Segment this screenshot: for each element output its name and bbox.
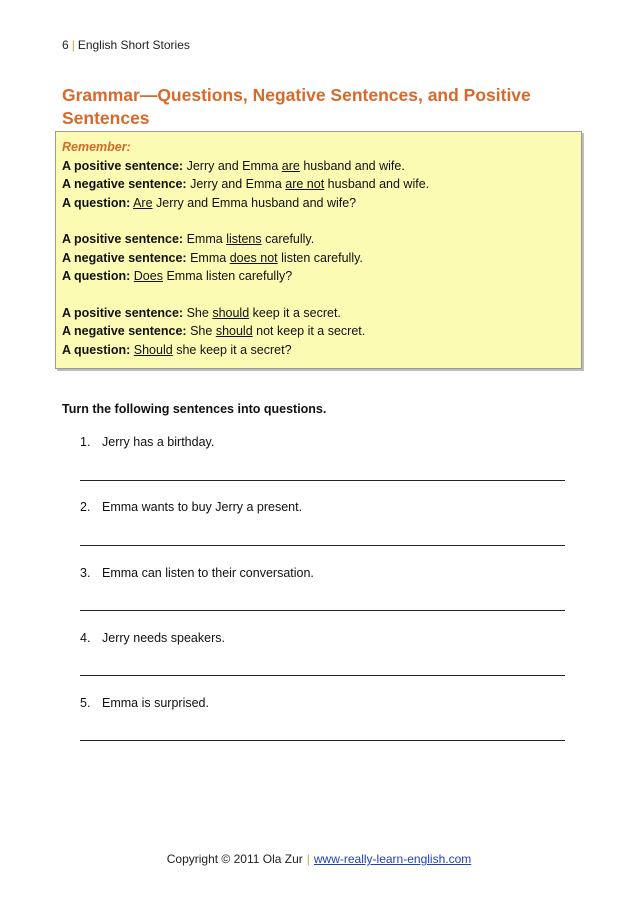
- copyright-text: Copyright © 2011 Ola Zur: [166, 852, 303, 866]
- example-underlined: Should: [133, 342, 173, 357]
- exercise-text: Jerry has a birthday.: [102, 435, 215, 449]
- example-label: A question:: [62, 195, 131, 210]
- exercise-item: [80, 435, 570, 449]
- positive-sentence-example: [62, 157, 581, 176]
- example-text: Emma: [190, 250, 227, 265]
- example-label: A positive sentence:: [62, 232, 184, 246]
- header-separator: |: [71, 38, 75, 52]
- example-text: carefully.: [265, 232, 315, 246]
- positive-sentence-example: [62, 230, 581, 249]
- positive-sentence-example: [62, 304, 581, 323]
- remember-heading: Remember:: [62, 140, 131, 154]
- question-example: [62, 267, 581, 286]
- example-text: Jerry and Emma: [190, 177, 282, 191]
- example-label: A negative sentence:: [62, 177, 187, 191]
- example-label: A positive sentence:: [62, 158, 184, 173]
- exercise-text: Jerry needs speakers.: [102, 631, 225, 645]
- negative-sentence-example: [62, 249, 581, 268]
- page-header: [62, 38, 190, 52]
- example-label: A positive sentence:: [62, 305, 184, 320]
- exercise-text: Emma can listen to their conversation.: [102, 566, 314, 580]
- website-link[interactable]: www-really-learn-english.com: [313, 852, 472, 866]
- example-text: She: [190, 324, 213, 338]
- question-example: [62, 341, 581, 360]
- example-text: not keep it a secret.: [256, 324, 366, 338]
- answer-line[interactable]: [80, 740, 565, 741]
- example-underlined: listens: [226, 232, 262, 246]
- exercise-text: Emma wants to buy Jerry a present.: [102, 500, 303, 514]
- page-title: Grammar—Questions, Negative Sentences, and Positive Sentences: [62, 85, 531, 128]
- example-underlined: are not: [285, 177, 325, 191]
- exercise-text: Emma is surprised.: [102, 696, 209, 710]
- exercise-item: [80, 696, 570, 710]
- page-number: 6: [62, 38, 69, 52]
- example-text: husband and wife.: [327, 177, 430, 191]
- answer-line[interactable]: [80, 480, 565, 481]
- page-footer: [0, 852, 638, 866]
- example-text: Emma listen carefully?: [166, 269, 293, 283]
- example-text: she keep it a secret?: [176, 342, 292, 357]
- remember-box: [55, 131, 582, 369]
- negative-sentence-example: [62, 175, 581, 194]
- example-text: Jerry and Emma: [186, 158, 279, 173]
- example-underlined: does not: [229, 250, 278, 265]
- exercise-number: 2.: [80, 500, 91, 514]
- example-text: keep it a secret.: [252, 305, 341, 320]
- example-text: She: [186, 305, 209, 320]
- exercise-instruction: Turn the following sentences into questions.: [62, 402, 327, 416]
- exercise-number: 3.: [80, 566, 91, 580]
- example-underlined: should: [212, 305, 250, 320]
- book-title: English Short Stories: [77, 38, 190, 52]
- example-text: Emma: [186, 232, 223, 246]
- answer-line[interactable]: [80, 545, 565, 546]
- example-text: husband and wife.: [303, 158, 405, 173]
- example-text: Jerry and Emma husband and wife?: [156, 195, 357, 210]
- question-example: [62, 194, 581, 213]
- example-underlined: are: [281, 158, 300, 173]
- answer-line[interactable]: [80, 610, 565, 611]
- example-underlined: Are: [133, 195, 153, 210]
- exercise-item: [80, 566, 570, 580]
- example-group: [62, 304, 581, 360]
- example-label: A negative sentence:: [62, 250, 187, 265]
- answer-line[interactable]: [80, 675, 565, 676]
- example-label: A negative sentence:: [62, 324, 187, 338]
- exercise-item: [80, 631, 570, 645]
- example-label: A question:: [62, 342, 131, 357]
- exercise-number: 5.: [80, 696, 91, 710]
- footer-separator: |: [306, 852, 310, 866]
- example-group: [62, 157, 581, 213]
- example-underlined: Does: [133, 269, 163, 283]
- exercise-number: 4.: [80, 631, 91, 645]
- exercise-number: 1.: [80, 435, 91, 449]
- exercise-item: [80, 500, 570, 514]
- example-group: [62, 230, 581, 286]
- example-label: A question:: [62, 269, 131, 283]
- example-text: listen carefully.: [281, 250, 363, 265]
- example-underlined: should: [215, 324, 253, 338]
- negative-sentence-example: [62, 322, 581, 341]
